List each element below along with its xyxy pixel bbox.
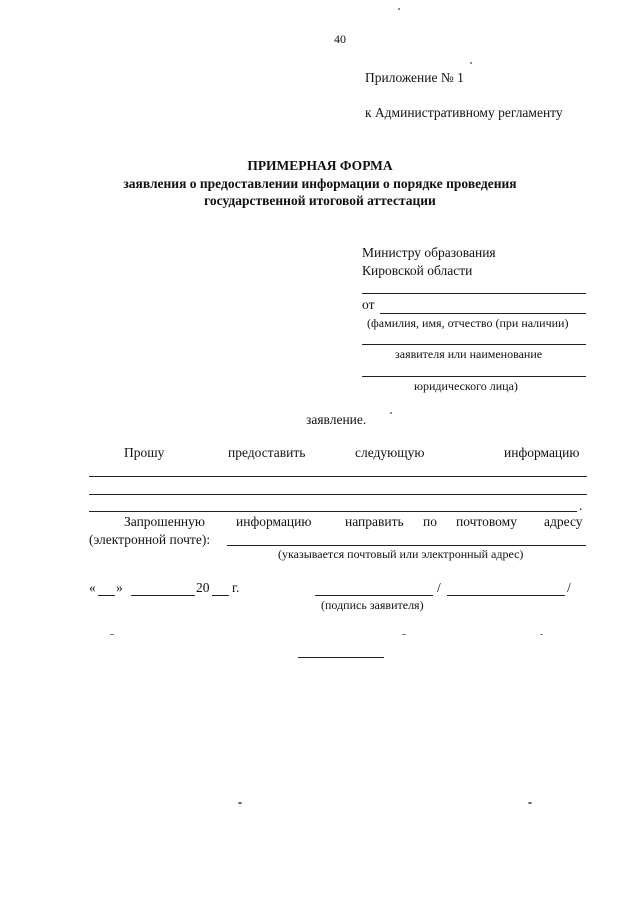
appendix-regulation: к Административному регламенту: [365, 105, 563, 120]
date-year-blank: [212, 595, 229, 596]
delivery-word-6: адресу: [544, 514, 583, 529]
scan-speck: [528, 802, 532, 804]
scan-speck: [540, 634, 543, 635]
request-blank-line-3: [89, 511, 577, 512]
date-year-suffix: г.: [232, 580, 240, 595]
email-label: (электронной почте):: [89, 532, 211, 547]
request-end-mark: .: [579, 498, 583, 513]
appendix-label: Приложение № 1: [365, 70, 464, 85]
from-blank-line: [380, 313, 586, 314]
page-number: 40: [334, 32, 346, 46]
addressee-line-1: Министру образования: [362, 245, 496, 260]
scan-speck: [470, 62, 472, 64]
applicant-hint-2: заявителя или наименование: [395, 347, 543, 361]
scan-speck: [238, 802, 242, 804]
form-subtitle-line-1: заявления о предоставлении информации о порядке проведения: [123, 176, 517, 191]
address-hint: (указывается почтовый или электронный адрес): [278, 547, 524, 561]
closing-separator: [298, 657, 384, 658]
form-title: ПРИМЕРНАЯ ФОРМА: [247, 158, 393, 173]
applicant-blank-line-3: [362, 376, 586, 377]
applicant-hint-3: юридического лица): [414, 379, 518, 393]
scan-speck: [398, 8, 400, 10]
date-close-quote: »: [116, 580, 123, 595]
request-blank-line-1: [89, 476, 587, 477]
signature-hint: (подпись заявителя): [321, 598, 424, 612]
form-subtitle-line-2: государственной итоговой аттестации: [204, 193, 436, 208]
request-blank-line-2: [89, 494, 587, 495]
delivery-word-5: почтовому: [456, 514, 517, 529]
scan-speck: [390, 412, 392, 414]
request-word-4: информацию: [504, 445, 580, 460]
date-month-blank: [131, 595, 195, 596]
request-word-2: предоставить: [228, 445, 306, 460]
delivery-word-4: по: [423, 514, 437, 529]
signature-slash-1: /: [437, 580, 441, 595]
delivery-word-3: направить: [345, 514, 404, 529]
delivery-word-2: информацию: [236, 514, 312, 529]
request-word-1: Прошу: [124, 445, 165, 460]
applicant-blank-line-2: [362, 344, 586, 345]
addressee-blank-line: [362, 293, 586, 294]
scan-speck: [110, 634, 114, 635]
addressee-line-2: Кировской области: [362, 263, 473, 278]
scan-speck: [402, 634, 406, 635]
request-word-3: следующую: [355, 445, 425, 460]
signature-blank: [315, 595, 433, 596]
from-label: от: [362, 297, 375, 312]
date-year-prefix: 20: [196, 580, 210, 595]
address-blank-line: [227, 545, 586, 546]
date-open-quote: «: [89, 580, 96, 595]
delivery-word-1: Запрошенную: [124, 514, 205, 529]
date-day-blank: [98, 595, 115, 596]
statement-heading: заявление.: [306, 412, 367, 427]
applicant-name-hint: (фамилия, имя, отчество (при наличии): [367, 316, 569, 330]
signature-name-blank: [447, 595, 565, 596]
signature-slash-2: /: [567, 580, 571, 595]
